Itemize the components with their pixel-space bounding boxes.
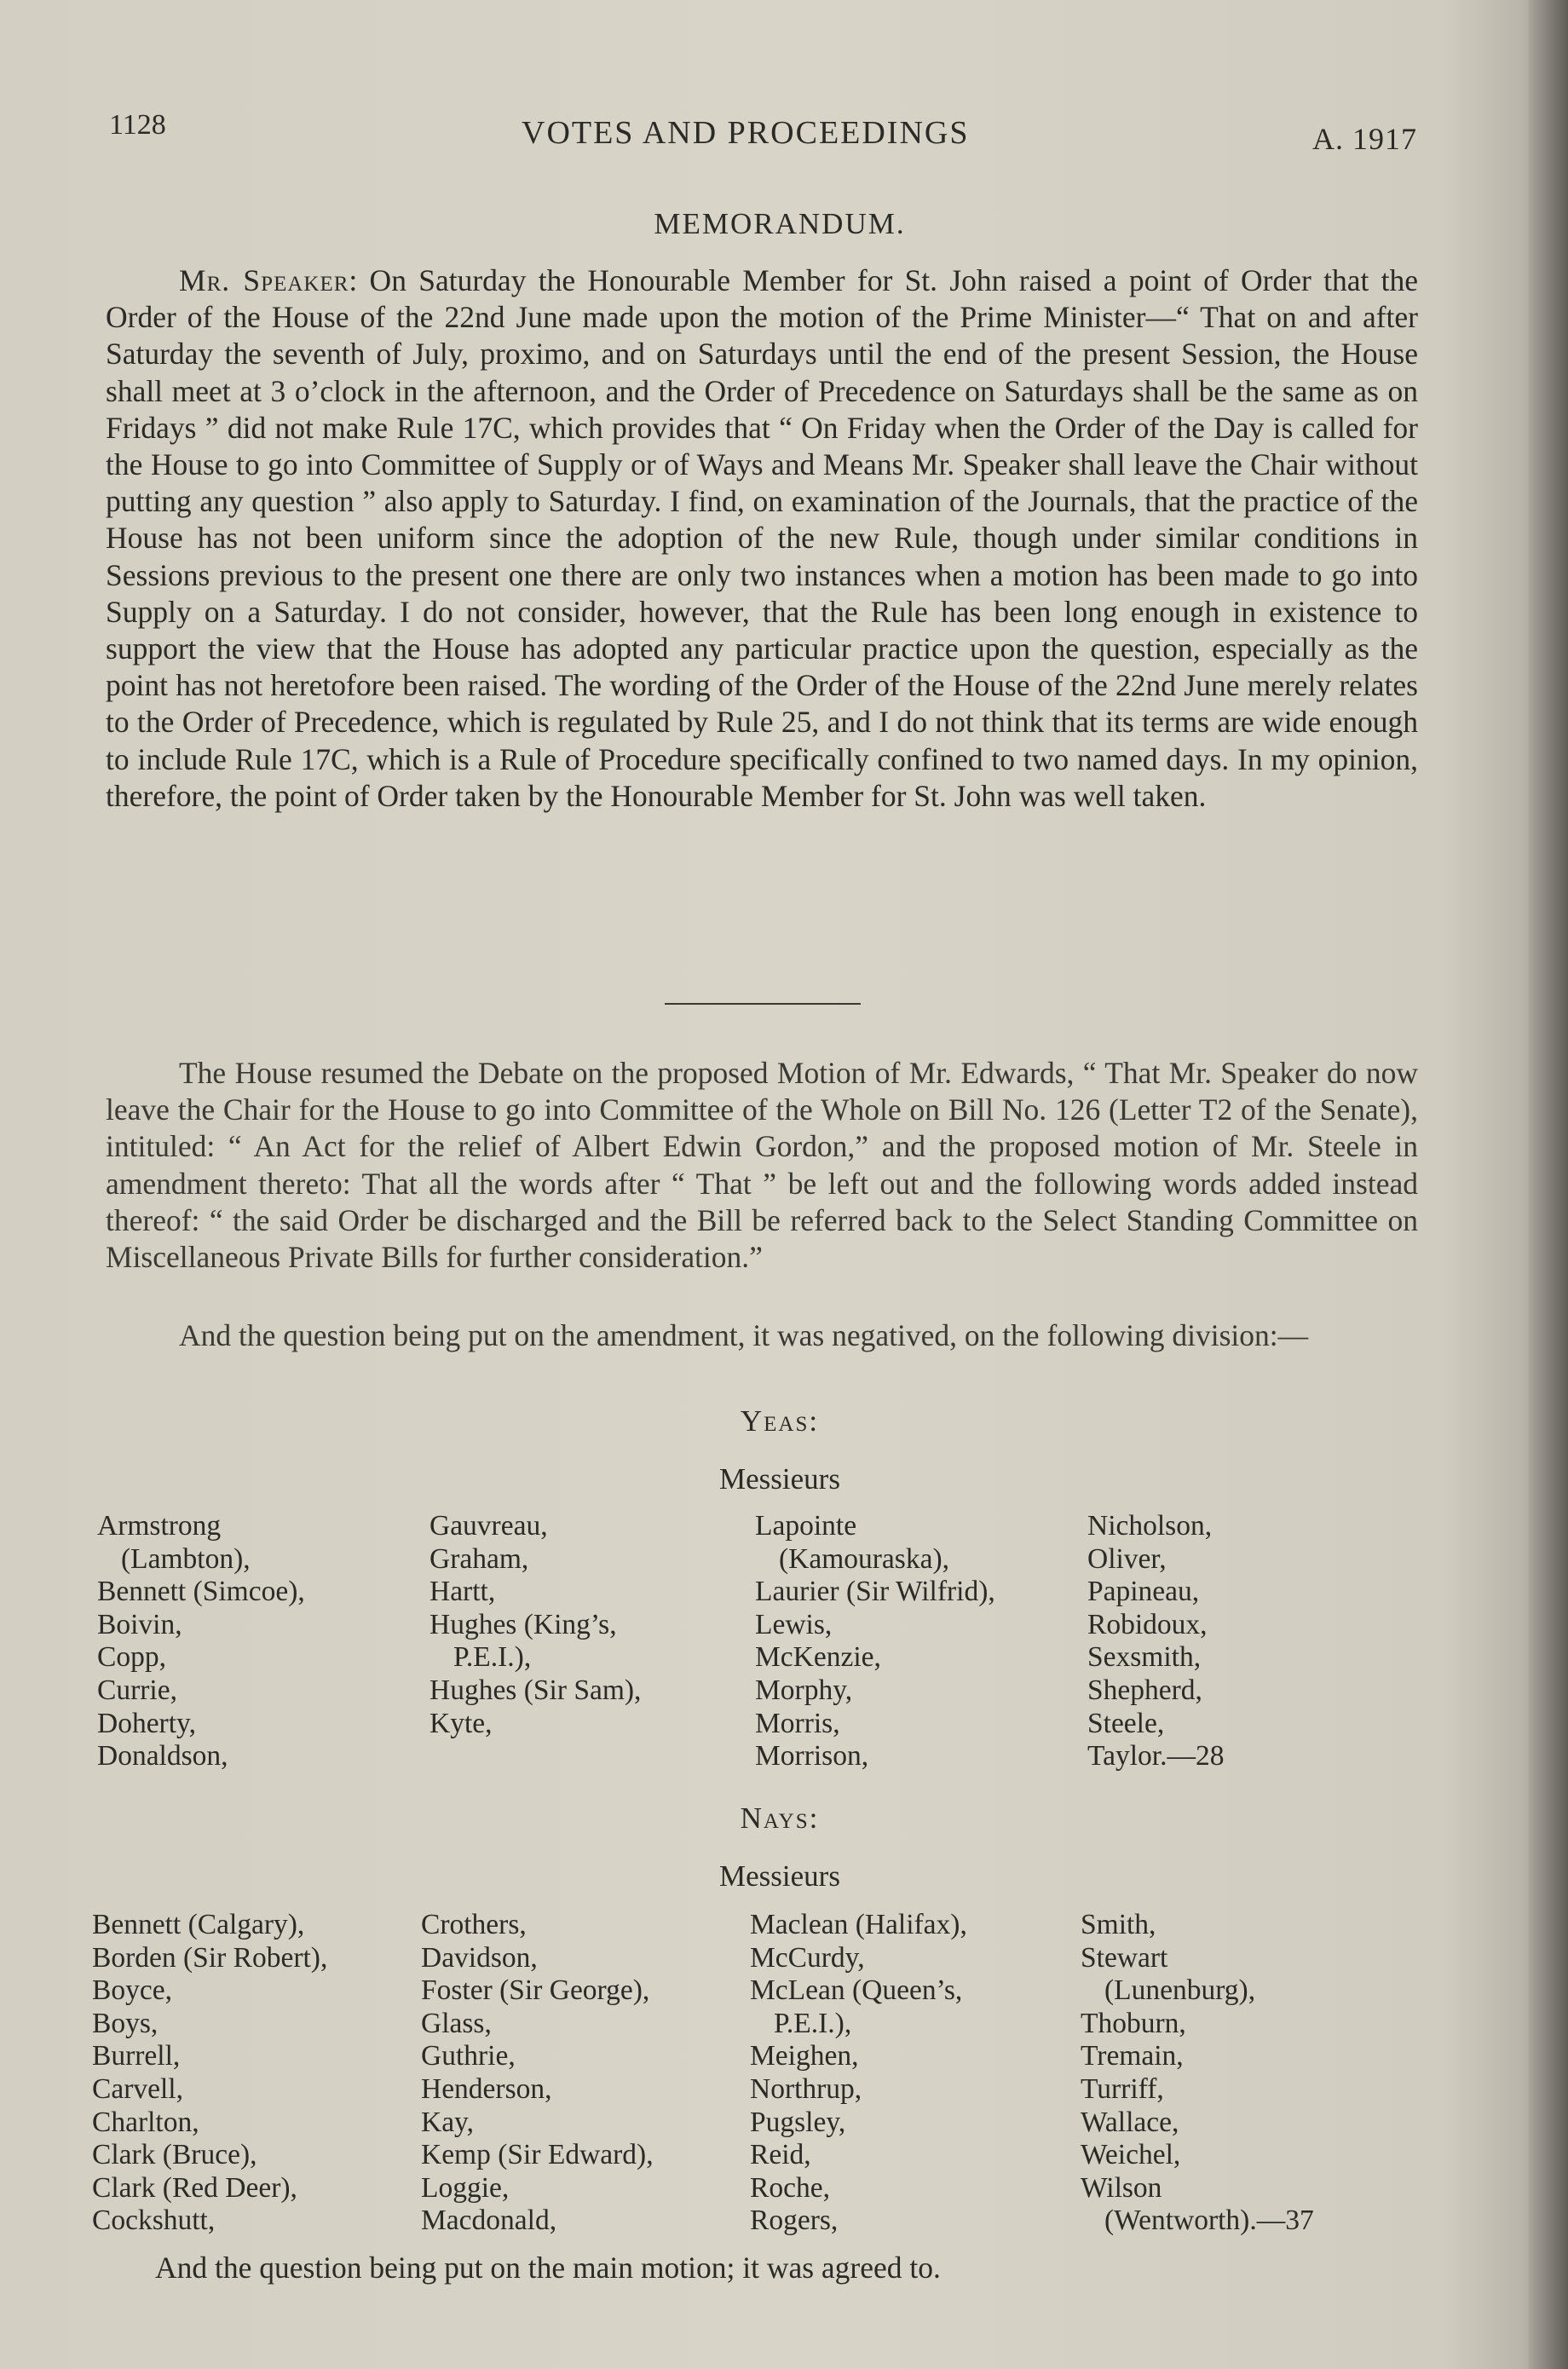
member-name: Macdonald, (421, 2205, 557, 2237)
question-line: And the question being put on the amendment, it was negatived, on the following division:— (179, 1318, 1309, 1352)
member-name: Bennett (Calgary), (92, 1909, 305, 1940)
member-name: Maclean (Halifax), (750, 1909, 967, 1940)
memorandum-title: MEMORANDUM. (654, 207, 906, 240)
member-name: Stewart (1081, 1941, 1168, 1974)
member-name: Morrison, (755, 1740, 869, 1772)
member-name: Carvell, (92, 2072, 183, 2105)
member-name: (Lambton), (121, 1542, 251, 1575)
section-divider (665, 1003, 861, 1005)
member-name: Donaldson, (97, 1740, 228, 1772)
yeas-column-2 (429, 1510, 641, 1740)
member-name: Rogers, (750, 2205, 839, 2237)
speaker-label: Mr. Speaker (179, 263, 349, 297)
member-name: Bennett (Simcoe), (97, 1576, 305, 1608)
member-name: McCurdy, (750, 1941, 865, 1974)
member-name: Henderson, (421, 2072, 552, 2105)
yeas-column-1 (97, 1510, 305, 1773)
yeas-column-4 (1087, 1510, 1224, 1773)
member-name: McKenzie, (755, 1641, 881, 1674)
member-name: Boys, (92, 2007, 159, 2039)
member-name: Boyce, (92, 1974, 172, 2007)
member-name: Nicholson, (1087, 1510, 1213, 1542)
member-name: Crothers, (421, 1909, 527, 1940)
debate-paragraph: The House resumed the Debate on the proposed Motion of Mr. Edwards, “ That Mr. Speaker do now leave the Chair for the House to go into Committee of the Whole on Bill No. 126 (Letter T2 of the Senate), intituled: “ An Act for the relief of Albert Edwin Gordon,” and the proposed motion of Mr. Steele in amendment thereto: That all the words after “ That ” be left out and the following words added instead thereof: “ the said Order be discharged and the Bill be referred back to the Select Standing Committee on Miscellaneous Private Bills for further consideration.” (106, 1056, 1418, 1275)
member-name: Hartt, (429, 1576, 496, 1608)
page-header (0, 109, 1568, 160)
nays-column-3 (750, 1909, 967, 2238)
nays-heading: Nays: (740, 1801, 820, 1835)
member-name: Loggie, (421, 2171, 510, 2204)
member-name: Reid, (750, 2139, 811, 2171)
member-name: Wallace, (1081, 2106, 1179, 2138)
member-name: Clark (Red Deer), (92, 2171, 297, 2204)
member-name: Copp, (97, 1641, 166, 1674)
member-name: Steele, (1087, 1707, 1165, 1739)
member-name: Morphy, (755, 1674, 853, 1706)
member-name: Charlton, (92, 2106, 199, 2138)
yeas-column-3 (755, 1510, 995, 1773)
member-name: Clark (Bruce), (92, 2139, 257, 2171)
member-name: Lapointe (755, 1510, 857, 1542)
member-name: Robidoux, (1087, 1608, 1208, 1640)
member-name: Turriff, (1081, 2072, 1164, 2105)
member-name: McLean (Queen’s, (750, 1974, 963, 2007)
member-name: Tremain, (1081, 2040, 1184, 2072)
running-title: VOTES AND PROCEEDINGS (522, 115, 970, 151)
member-name: Morris, (755, 1707, 840, 1739)
member-name: Smith, (1081, 1909, 1156, 1940)
nays-column-1 (92, 1909, 327, 2238)
nays-column-2 (421, 1909, 654, 2238)
member-name: P.E.I.), (774, 2007, 852, 2039)
member-name: Lewis, (755, 1608, 833, 1640)
member-name: Wilson (1081, 2171, 1162, 2204)
member-name: Davidson, (421, 1941, 538, 1974)
member-name: Foster (Sir George), (421, 1974, 650, 2007)
member-name: Sexsmith, (1087, 1641, 1202, 1674)
yeas-heading: Yeas: (740, 1404, 820, 1438)
member-name: Currie, (97, 1674, 177, 1706)
member-name: Pugsley, (750, 2106, 846, 2138)
member-name: Hughes (Sir Sam), (429, 1674, 642, 1706)
member-name: Roche, (750, 2171, 830, 2204)
member-name: (Kamouraska), (779, 1542, 949, 1575)
nays-column-4 (1081, 1909, 1314, 2238)
member-name: Papineau, (1087, 1576, 1200, 1608)
memorandum-text: : On Saturday the Honourable Member for St. John raised a point of Order that the Order of the House of the 22nd June made upon the motion of the Prime Minister—“ That on and after Saturday the seventh of July, proximo, and on Saturdays until the end of the present Session, the House shall meet at 3 o’clock in the afternoon, and the Order of Precedence on Saturdays shall be the same as on Fridays ” did not make Rule 17C, which provides that “ On Friday when the Order of the Day is called for the House to go into Committee of Supply or of Ways and Means Mr. Speaker shall leave the Chair without putting any question ” also apply to Saturday. I find, on examination of the Journals, that the practice of the House has not been uniform since the adoption of the new Rule, though under similar conditions in Sessions previous to the present one there are only two instances when a motion has been made to go into Supply on a Saturday. I do not consider, however, that the Rule has been long enough in existence to support the view that the House has adopted any particular practice upon the question, especially as the point has not heretofore been raised. The wording of the Order of the House of the 22nd June merely relates to the Order of Precedence, which is regulated by Rule 25, and I do not think that its terms are wide enough to include Rule 17C, which is a Rule of Procedure specifically confined to two named days. In my opinion, therefore, the point of Order taken by the Honourable Member for St. John was well taken. (106, 263, 1418, 813)
member-name: Shepherd, (1087, 1674, 1202, 1706)
year-label: A. 1917 (1312, 122, 1417, 156)
member-name: Cockshutt, (92, 2205, 216, 2237)
member-name: (Wentworth).—37 (1104, 2205, 1314, 2237)
member-name: Hughes (King’s, (429, 1608, 617, 1640)
member-name: P.E.I.), (453, 1641, 532, 1674)
member-name: Borden (Sir Robert), (92, 1941, 328, 1974)
member-name: Kyte, (429, 1707, 493, 1739)
member-name: Graham, (429, 1542, 529, 1575)
page-number: 1128 (109, 109, 166, 141)
member-name: Kay, (421, 2106, 475, 2138)
member-name: Guthrie, (421, 2040, 516, 2072)
closing-line: And the question being put on the main motion; it was agreed to. (155, 2251, 941, 2285)
member-name: Northrup, (750, 2072, 862, 2105)
member-name: Taylor.—28 (1087, 1740, 1225, 1772)
book-spine-edge (1529, 0, 1568, 2369)
member-name: Gauvreau, (429, 1510, 548, 1542)
member-name: Armstrong (97, 1510, 222, 1542)
member-name: Doherty, (97, 1707, 196, 1739)
member-name: Kemp (Sir Edward), (421, 2139, 654, 2171)
yeas-subheading: Messieurs (719, 1462, 840, 1496)
member-name: Meighen, (750, 2040, 859, 2072)
memorandum-body (106, 262, 1418, 815)
member-name: Oliver, (1087, 1542, 1167, 1575)
nays-subheading: Messieurs (719, 1859, 840, 1893)
member-name: Thoburn, (1081, 2007, 1186, 2039)
member-name: Weichel, (1081, 2139, 1181, 2171)
member-name: (Lunenburg), (1104, 1974, 1256, 2007)
member-name: Glass, (421, 2007, 492, 2039)
member-name: Burrell, (92, 2040, 181, 2072)
member-name: Laurier (Sir Wilfrid), (755, 1576, 995, 1608)
member-name: Boivin, (97, 1608, 182, 1640)
